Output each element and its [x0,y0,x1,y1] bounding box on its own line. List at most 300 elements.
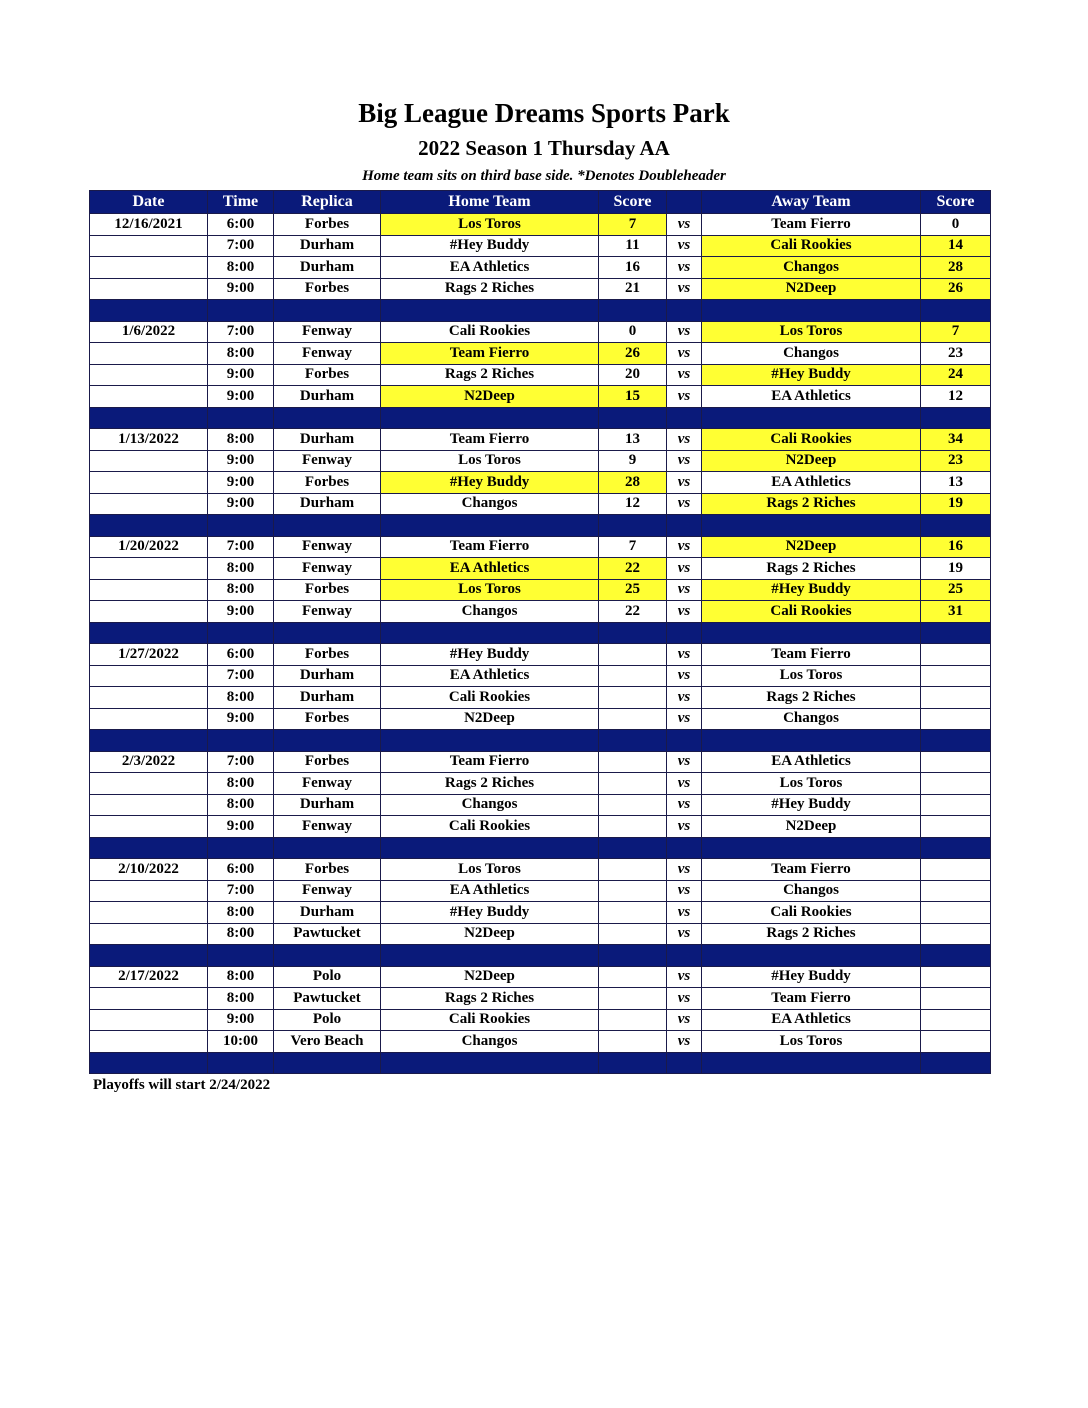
date-cell [90,472,208,494]
table-row [90,558,991,580]
away-score-cell: 23 [921,450,991,472]
separator-cell [274,407,381,429]
away-score-cell: 13 [921,472,991,494]
date-cell [90,773,208,795]
replica-cell: Durham [274,429,381,451]
table-row [90,472,991,494]
away-score-cell: 0 [921,214,991,236]
separator-cell [702,407,921,429]
replica-cell: Forbes [274,751,381,773]
home-score-cell: 16 [599,257,667,279]
home-team-cell: Team Fierro [381,343,599,365]
time-cell: 9:00 [208,278,274,300]
home-team-cell: EA Athletics [381,257,599,279]
date-cell [90,665,208,687]
separator-cell [381,622,599,644]
away-team-cell: Changos [702,343,921,365]
away-team-cell: EA Athletics [702,472,921,494]
time-cell: 10:00 [208,1031,274,1053]
time-cell: 9:00 [208,364,274,386]
date-cell [90,278,208,300]
time-cell: 9:00 [208,1009,274,1031]
table-row [90,343,991,365]
home-score-cell [599,687,667,709]
time-cell: 9:00 [208,472,274,494]
date-cell [90,794,208,816]
home-score-cell: 13 [599,429,667,451]
separator-cell [274,300,381,322]
vs-cell: vs [667,966,702,988]
time-cell: 9:00 [208,450,274,472]
page-title: Big League Dreams Sports Park [358,98,730,128]
replica-cell: Durham [274,493,381,515]
date-cell [90,923,208,945]
vs-cell: vs [667,1031,702,1053]
away-team-cell: Cali Rookies [702,902,921,924]
away-team-cell: EA Athletics [702,386,921,408]
separator-cell [208,837,274,859]
away-score-cell: 12 [921,386,991,408]
vs-cell: vs [667,1009,702,1031]
away-score-cell: 7 [921,321,991,343]
table-row [90,794,991,816]
away-score-cell [921,751,991,773]
vs-cell: vs [667,902,702,924]
away-team-cell: Los Toros [702,1031,921,1053]
home-score-cell: 11 [599,235,667,257]
separator-cell [274,622,381,644]
date-cell [90,1009,208,1031]
separator-cell [702,1052,921,1074]
home-team-cell: #Hey Buddy [381,644,599,666]
table-row [90,579,991,601]
playoffs-note: Playoffs will start 2/24/2022 [93,1077,271,1093]
separator-cell [208,300,274,322]
separator-cell [381,730,599,752]
vs-cell: vs [667,343,702,365]
time-cell: 8:00 [208,773,274,795]
date-cell: 1/13/2022 [90,429,208,451]
week-separator [90,837,991,859]
header-row [90,191,991,214]
vs-cell: vs [667,708,702,730]
table-row [90,386,991,408]
header-home-score: Score [599,191,667,214]
vs-cell: vs [667,923,702,945]
separator-cell [381,837,599,859]
replica-cell: Forbes [274,859,381,881]
date-cell: 2/17/2022 [90,966,208,988]
home-score-cell: 0 [599,321,667,343]
table-row [90,278,991,300]
away-score-cell [921,923,991,945]
date-cell: 2/3/2022 [90,751,208,773]
home-score-cell [599,816,667,838]
home-score-cell [599,794,667,816]
replica-cell: Forbes [274,278,381,300]
away-score-cell [921,644,991,666]
table-row [90,880,991,902]
away-score-cell [921,880,991,902]
home-score-cell [599,902,667,924]
home-team-cell: Team Fierro [381,536,599,558]
home-team-cell: Los Toros [381,859,599,881]
replica-cell: Forbes [274,472,381,494]
table-row [90,708,991,730]
home-team-cell: N2Deep [381,923,599,945]
date-cell [90,880,208,902]
table-row [90,493,991,515]
away-team-cell: Cali Rookies [702,601,921,623]
separator-cell [274,1052,381,1074]
vs-cell: vs [667,235,702,257]
vs-cell: vs [667,536,702,558]
away-score-cell [921,902,991,924]
separator-cell [702,837,921,859]
away-team-cell: Team Fierro [702,644,921,666]
away-team-cell: Rags 2 Riches [702,558,921,580]
table-row [90,321,991,343]
away-team-cell: Cali Rookies [702,235,921,257]
away-score-cell: 23 [921,343,991,365]
table-row [90,859,991,881]
replica-cell: Durham [274,665,381,687]
home-team-cell: Rags 2 Riches [381,988,599,1010]
date-cell [90,450,208,472]
replica-cell: Pawtucket [274,988,381,1010]
away-score-cell: 26 [921,278,991,300]
separator-cell [667,730,702,752]
vs-cell: vs [667,429,702,451]
away-team-cell: Los Toros [702,773,921,795]
date-cell [90,687,208,709]
separator-cell [702,515,921,537]
header-away-team: Away Team [702,191,921,214]
away-score-cell: 31 [921,601,991,623]
replica-cell: Durham [274,687,381,709]
away-team-cell: N2Deep [702,278,921,300]
time-cell: 6:00 [208,644,274,666]
replica-cell: Vero Beach [274,1031,381,1053]
separator-cell [921,837,991,859]
home-team-cell: Cali Rookies [381,1009,599,1031]
date-cell [90,257,208,279]
separator-cell [599,407,667,429]
home-score-cell [599,859,667,881]
week-separator [90,622,991,644]
home-team-cell: #Hey Buddy [381,472,599,494]
separator-cell [208,407,274,429]
date-cell [90,558,208,580]
away-team-cell: Changos [702,257,921,279]
replica-cell: Polo [274,1009,381,1031]
home-team-note: Home team sits on third base side. *Denotes Doubleheader [362,168,726,184]
separator-cell [274,730,381,752]
date-cell [90,1031,208,1053]
home-team-cell: #Hey Buddy [381,235,599,257]
time-cell: 9:00 [208,386,274,408]
home-score-cell: 7 [599,536,667,558]
vs-cell: vs [667,214,702,236]
away-score-cell [921,1031,991,1053]
away-team-cell: #Hey Buddy [702,364,921,386]
week-separator [90,945,991,967]
separator-cell [599,515,667,537]
home-score-cell: 28 [599,472,667,494]
home-team-cell: Cali Rookies [381,816,599,838]
away-team-cell: #Hey Buddy [702,579,921,601]
vs-cell: vs [667,321,702,343]
table-row [90,966,991,988]
table-row [90,1009,991,1031]
home-team-cell: Los Toros [381,450,599,472]
separator-cell [381,407,599,429]
vs-cell: vs [667,558,702,580]
time-cell: 8:00 [208,988,274,1010]
header-date: Date [90,191,208,214]
table-row [90,988,991,1010]
separator-cell [90,407,208,429]
replica-cell: Fenway [274,880,381,902]
schedule-body [90,214,991,1074]
home-score-cell: 22 [599,558,667,580]
home-score-cell [599,751,667,773]
separator-cell [599,622,667,644]
home-score-cell: 22 [599,601,667,623]
replica-cell: Forbes [274,708,381,730]
separator-cell [274,515,381,537]
table-row [90,536,991,558]
away-team-cell: Changos [702,708,921,730]
time-cell: 8:00 [208,257,274,279]
separator-cell [667,1052,702,1074]
date-cell [90,579,208,601]
separator-cell [208,730,274,752]
schedule-table [89,190,991,1074]
separator-cell [702,622,921,644]
vs-cell: vs [667,493,702,515]
away-team-cell: Team Fierro [702,988,921,1010]
time-cell: 7:00 [208,235,274,257]
table-row [90,687,991,709]
separator-cell [90,515,208,537]
separator-cell [381,1052,599,1074]
home-score-cell [599,966,667,988]
away-team-cell: EA Athletics [702,1009,921,1031]
vs-cell: vs [667,601,702,623]
home-score-cell: 21 [599,278,667,300]
home-team-cell: Cali Rookies [381,687,599,709]
separator-cell [599,1052,667,1074]
away-score-cell [921,687,991,709]
replica-cell: Fenway [274,536,381,558]
away-score-cell [921,1009,991,1031]
home-score-cell: 20 [599,364,667,386]
separator-cell [667,837,702,859]
home-team-cell: EA Athletics [381,665,599,687]
separator-cell [381,300,599,322]
separator-cell [921,945,991,967]
page-subtitle: 2022 Season 1 Thursday AA [418,136,670,160]
separator-cell [381,515,599,537]
vs-cell: vs [667,794,702,816]
week-separator [90,300,991,322]
home-team-cell: Team Fierro [381,751,599,773]
away-score-cell [921,966,991,988]
time-cell: 9:00 [208,816,274,838]
separator-cell [274,945,381,967]
table-row [90,450,991,472]
table-row [90,773,991,795]
away-score-cell: 25 [921,579,991,601]
separator-cell [667,515,702,537]
away-score-cell: 16 [921,536,991,558]
away-score-cell: 19 [921,558,991,580]
vs-cell: vs [667,386,702,408]
vs-cell: vs [667,278,702,300]
time-cell: 8:00 [208,343,274,365]
home-team-cell: EA Athletics [381,880,599,902]
replica-cell: Forbes [274,579,381,601]
separator-cell [667,407,702,429]
home-team-cell: Changos [381,601,599,623]
date-cell [90,902,208,924]
header-vs [667,191,702,214]
away-team-cell: #Hey Buddy [702,794,921,816]
home-team-cell: Cali Rookies [381,321,599,343]
vs-cell: vs [667,687,702,709]
vs-cell: vs [667,751,702,773]
table-row [90,902,991,924]
home-team-cell: Changos [381,794,599,816]
separator-cell [208,515,274,537]
separator-cell [921,1052,991,1074]
separator-cell [702,945,921,967]
date-cell [90,601,208,623]
away-team-cell: Changos [702,880,921,902]
replica-cell: Fenway [274,601,381,623]
away-team-cell: Cali Rookies [702,429,921,451]
away-score-cell [921,816,991,838]
time-cell: 8:00 [208,429,274,451]
week-separator [90,407,991,429]
away-score-cell: 28 [921,257,991,279]
home-team-cell: EA Athletics [381,558,599,580]
date-cell [90,343,208,365]
away-score-cell [921,773,991,795]
date-cell: 1/6/2022 [90,321,208,343]
replica-cell: Durham [274,386,381,408]
away-team-cell: #Hey Buddy [702,966,921,988]
vs-cell: vs [667,988,702,1010]
separator-cell [90,622,208,644]
time-cell: 9:00 [208,493,274,515]
date-cell: 1/27/2022 [90,644,208,666]
home-score-cell [599,644,667,666]
time-cell: 7:00 [208,880,274,902]
away-team-cell: N2Deep [702,536,921,558]
table-row [90,214,991,236]
away-score-cell [921,665,991,687]
separator-cell [208,1052,274,1074]
date-cell: 12/16/2021 [90,214,208,236]
time-cell: 8:00 [208,794,274,816]
time-cell: 8:00 [208,966,274,988]
time-cell: 7:00 [208,536,274,558]
home-team-cell: Rags 2 Riches [381,364,599,386]
home-team-cell: Changos [381,1031,599,1053]
separator-cell [667,622,702,644]
replica-cell: Pawtucket [274,923,381,945]
separator-cell [921,622,991,644]
date-cell [90,988,208,1010]
time-cell: 7:00 [208,665,274,687]
home-team-cell: N2Deep [381,966,599,988]
vs-cell: vs [667,880,702,902]
separator-cell [921,515,991,537]
away-team-cell: EA Athletics [702,751,921,773]
replica-cell: Fenway [274,343,381,365]
time-cell: 8:00 [208,923,274,945]
table-row [90,923,991,945]
separator-cell [90,300,208,322]
table-row [90,816,991,838]
away-team-cell: Los Toros [702,321,921,343]
away-score-cell: 34 [921,429,991,451]
table-row [90,364,991,386]
home-score-cell [599,1031,667,1053]
date-cell [90,235,208,257]
home-team-cell: Los Toros [381,579,599,601]
away-team-cell: Rags 2 Riches [702,923,921,945]
home-score-cell [599,880,667,902]
home-score-cell: 7 [599,214,667,236]
table-row [90,665,991,687]
home-score-cell: 12 [599,493,667,515]
time-cell: 7:00 [208,751,274,773]
away-score-cell: 14 [921,235,991,257]
separator-cell [921,300,991,322]
vs-cell: vs [667,472,702,494]
home-team-cell: Rags 2 Riches [381,278,599,300]
away-team-cell: Rags 2 Riches [702,493,921,515]
away-team-cell: N2Deep [702,816,921,838]
away-team-cell: N2Deep [702,450,921,472]
separator-cell [90,1052,208,1074]
vs-cell: vs [667,859,702,881]
vs-cell: vs [667,665,702,687]
separator-cell [921,407,991,429]
replica-cell: Polo [274,966,381,988]
home-score-cell [599,923,667,945]
home-score-cell [599,665,667,687]
date-cell: 1/20/2022 [90,536,208,558]
table-row [90,601,991,623]
replica-cell: Fenway [274,558,381,580]
header-away-score: Score [921,191,991,214]
away-score-cell [921,794,991,816]
time-cell: 9:00 [208,708,274,730]
vs-cell: vs [667,579,702,601]
week-separator [90,515,991,537]
table-row [90,751,991,773]
time-cell: 6:00 [208,859,274,881]
away-team-cell: Team Fierro [702,859,921,881]
separator-cell [702,730,921,752]
time-cell: 8:00 [208,687,274,709]
date-cell [90,493,208,515]
date-cell [90,708,208,730]
